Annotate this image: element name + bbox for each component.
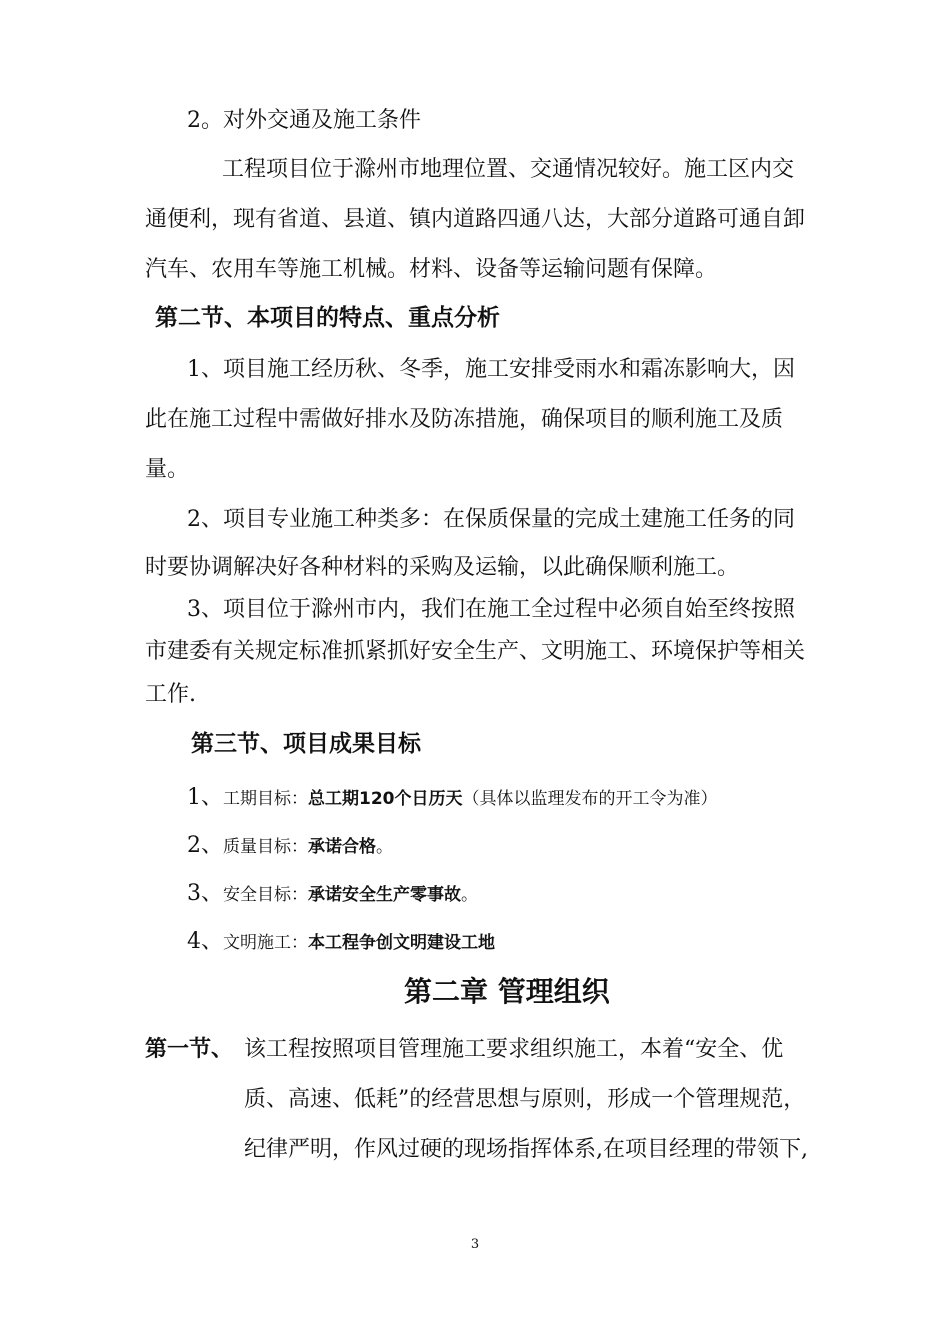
chapter2-section1-label: 第一节、 (145, 1037, 234, 1062)
section2-item3-line-2: 市建委有关规定标准抓紧抓好安全生产、文明施工、环境保护等相关 (145, 639, 806, 664)
goal-label: 文明施工： (223, 933, 308, 953)
goal-value: 承诺合格 (308, 837, 376, 857)
goal-note: （具体以监理发布的开工令为准） (462, 789, 718, 809)
goal-label: 质量目标： (223, 837, 308, 857)
page-number: 3 (470, 1237, 480, 1252)
transport-line-3: 汽车、农用车等施工机械。材料、设备等运输问题有保障。 (145, 257, 718, 282)
goal-number: 1、 (187, 785, 223, 810)
transport-heading: 2。对外交通及施工条件 (187, 108, 421, 133)
section2-item3-line-3: 工作. (145, 682, 196, 707)
goal-value: 本工程争创文明建设工地 (308, 933, 495, 953)
goal-value: 承诺安全生产零事故 (308, 885, 461, 905)
goal-item (187, 783, 718, 814)
chapter2-line-2: 质、高速、低耗”的经营思想与原则，形成一个管理规范， (244, 1087, 806, 1112)
transport-line-1: 工程项目位于滁州市地理位置、交通情况较好。施工区内交 (222, 157, 795, 182)
chapter2-line-1: 该工程按照项目管理施工要求组织施工，本着“安全、优 (244, 1037, 784, 1062)
section2-item2-line-1: 2、项目专业施工种类多：在保质保量的完成土建施工任务的同 (187, 507, 795, 532)
section2-item2-line-2: 时要协调解决好各种材料的采购及运输，以此确保顺利施工。 (145, 555, 740, 580)
goal-note: 。 (461, 885, 478, 905)
section3-heading: 第三节、项目成果目标 (191, 731, 421, 757)
goal-label: 安全目标： (223, 885, 308, 905)
section2-item1-line-2: 此在施工过程中需做好排水及防冻措施，确保项目的顺利施工及质 (145, 407, 784, 432)
goal-item (187, 831, 393, 862)
transport-line-2: 通便利，现有省道、县道、镇内道路四通八达，大部分道路可通自卸 (145, 207, 806, 232)
goal-value: 总工期120个日历天 (308, 789, 463, 809)
section2-heading: 第二节、本项目的特点、重点分析 (155, 305, 500, 331)
section2-item3-line-1: 3、项目位于滁州市内，我们在施工全过程中必须自始至终按照 (187, 597, 795, 622)
section2-item1-line-3: 量。 (145, 457, 190, 482)
section2-item1-line-1: 1、项目施工经历秋、冬季，施工安排受雨水和霜冻影响大，因 (187, 357, 795, 382)
goal-note: 。 (376, 837, 393, 857)
chapter-title: 第二章 管理组织 (404, 975, 610, 1008)
chapter2-line-3: 纪律严明，作风过硬的现场指挥体系,在项目经理的带领下, (244, 1137, 808, 1162)
goal-number: 4、 (187, 929, 223, 954)
goal-label: 工期目标： (223, 789, 308, 809)
goal-item (187, 927, 495, 958)
goal-item (187, 879, 478, 910)
goal-number: 3、 (187, 881, 223, 906)
goal-number: 2、 (187, 833, 223, 858)
